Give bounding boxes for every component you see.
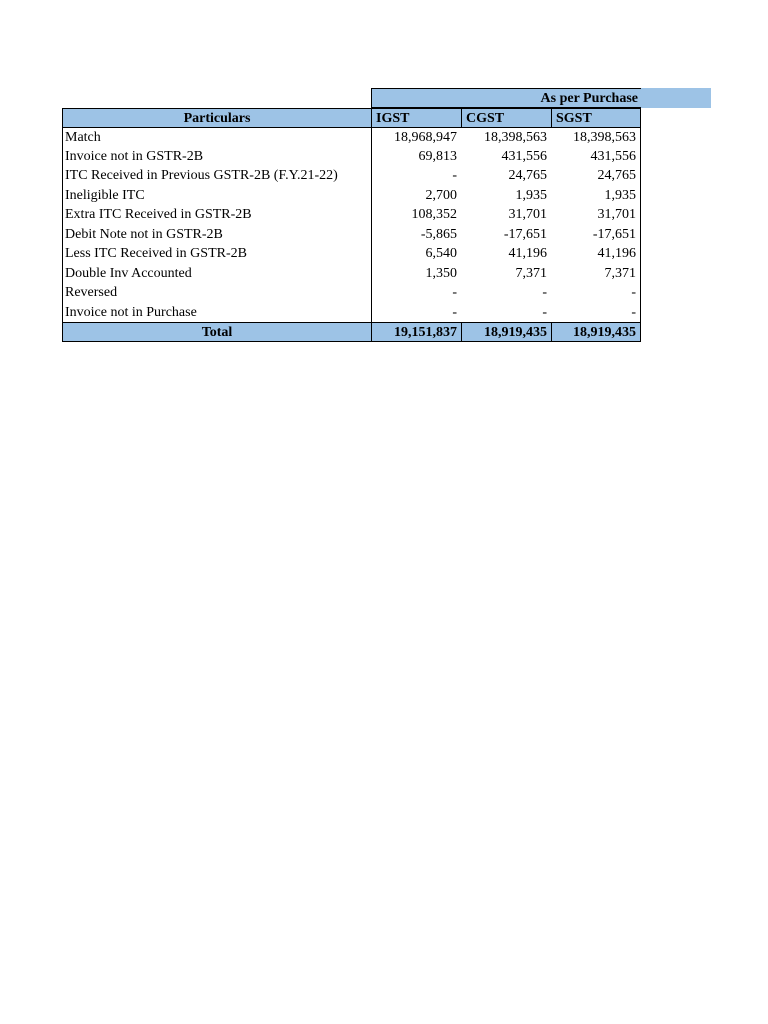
igst-cell[interactable]: 18,968,947 bbox=[371, 128, 461, 148]
cgst-cell[interactable]: -17,651 bbox=[503, 226, 547, 242]
cgst-cell[interactable]: 1,935 bbox=[515, 187, 547, 203]
igst-cell[interactable]: 6,540 bbox=[371, 244, 461, 264]
particular-cell[interactable]: Less ITC Received in GSTR-2B bbox=[62, 244, 371, 264]
cgst-cell[interactable]: - bbox=[542, 304, 547, 320]
igst-cell[interactable]: - bbox=[371, 166, 461, 186]
igst-cell[interactable]: 108,352 bbox=[371, 205, 461, 225]
cgst-cell[interactable]: 31,701 bbox=[508, 207, 547, 223]
cgst-cell[interactable]: 24,765 bbox=[508, 168, 547, 184]
sgst-cell[interactable]: 31,701 bbox=[551, 205, 641, 225]
sgst-header[interactable]: SGST bbox=[551, 108, 641, 128]
igst-cell[interactable]: - bbox=[371, 283, 461, 303]
total-cgst-cell[interactable]: 18,919,435 bbox=[461, 322, 551, 342]
particular-cell[interactable]: Debit Note not in GSTR-2B bbox=[62, 225, 371, 245]
sgst-cell[interactable]: 41,196 bbox=[551, 244, 641, 264]
igst-cell[interactable]: 2,700 bbox=[371, 186, 461, 206]
cgst-cell[interactable]: 7,371 bbox=[515, 265, 547, 281]
igst-cell[interactable]: 1,350 bbox=[371, 264, 461, 284]
sgst-cell[interactable]: - bbox=[551, 303, 641, 323]
total-label-cell[interactable]: Total bbox=[62, 322, 371, 342]
particular-cell[interactable]: Invoice not in Purchase bbox=[62, 303, 371, 323]
particular-cell[interactable]: Reversed bbox=[62, 283, 371, 303]
cgst-header[interactable]: CGST bbox=[461, 108, 551, 128]
cgst-cell[interactable]: 431,556 bbox=[501, 148, 547, 164]
particular-cell[interactable]: Invoice not in GSTR-2B bbox=[62, 147, 371, 167]
particular-cell[interactable]: ITC Received in Previous GSTR-2B (F.Y.21-22) bbox=[62, 166, 371, 186]
group-header-label: As per Purchase bbox=[540, 91, 638, 106]
particular-cell[interactable]: Ineligible ITC bbox=[62, 186, 371, 206]
sgst-cell[interactable]: - bbox=[551, 283, 641, 303]
particular-cell[interactable]: Double Inv Accounted bbox=[62, 264, 371, 284]
cgst-cell[interactable]: 18,398,563 bbox=[484, 129, 547, 145]
total-sgst-cell[interactable]: 18,919,435 bbox=[551, 322, 641, 342]
sgst-cell[interactable]: -17,651 bbox=[551, 225, 641, 245]
sgst-cell[interactable]: 7,371 bbox=[551, 264, 641, 284]
particular-cell[interactable]: Match bbox=[62, 128, 371, 148]
total-igst-cell[interactable]: 19,151,837 bbox=[371, 322, 461, 342]
group-header-overflow-cell[interactable] bbox=[641, 88, 711, 108]
cgst-cell[interactable]: 41,196 bbox=[508, 246, 547, 262]
sgst-cell[interactable]: 1,935 bbox=[551, 186, 641, 206]
igst-header[interactable]: IGST bbox=[371, 108, 461, 128]
group-header-cell[interactable] bbox=[371, 88, 641, 108]
sgst-cell[interactable]: 18,398,563 bbox=[551, 128, 641, 148]
igst-cell[interactable]: -5,865 bbox=[371, 225, 461, 245]
sgst-cell[interactable]: 24,765 bbox=[551, 166, 641, 186]
particulars-header[interactable]: Particulars bbox=[62, 108, 371, 128]
sgst-cell[interactable]: 431,556 bbox=[551, 147, 641, 167]
igst-cell[interactable]: 69,813 bbox=[371, 147, 461, 167]
cgst-cell[interactable]: - bbox=[542, 285, 547, 301]
igst-cell[interactable]: - bbox=[371, 303, 461, 323]
particular-cell[interactable]: Extra ITC Received in GSTR-2B bbox=[62, 205, 371, 225]
